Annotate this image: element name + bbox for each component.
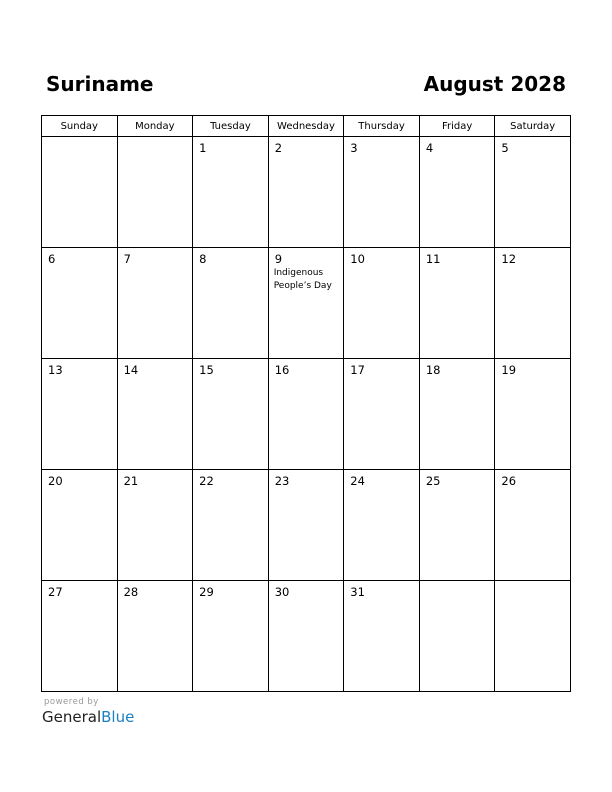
day-cell	[419, 470, 495, 581]
day-number: 15	[199, 363, 214, 377]
day-cell	[268, 581, 344, 692]
day-number: 25	[425, 474, 441, 488]
day-number	[118, 137, 193, 141]
generalblue-logo[interactable]	[42, 708, 134, 726]
day-number: 14	[123, 363, 139, 377]
weekday-tuesday: Tuesday	[193, 116, 269, 137]
day-number: 19	[501, 363, 517, 377]
day-cell	[495, 359, 571, 470]
day-cell	[268, 359, 344, 470]
brand-blue-text: Blue	[101, 708, 135, 726]
day-cell-holiday	[268, 248, 344, 359]
day-number: 16	[274, 363, 290, 377]
day-number: 18	[425, 363, 441, 377]
day-cell	[117, 137, 193, 248]
day-cell	[193, 581, 269, 692]
day-number	[420, 581, 495, 585]
day-cell	[117, 359, 193, 470]
day-cell	[419, 248, 495, 359]
day-number: 17	[350, 363, 365, 377]
holiday-label: Indigenous People’s Day	[273, 268, 332, 291]
day-cell	[344, 359, 420, 470]
day-cell	[344, 248, 420, 359]
week-row-5	[42, 581, 571, 692]
day-number: 29	[199, 585, 214, 599]
weekday-wednesday: Wednesday	[268, 116, 344, 137]
calendar-grid	[41, 115, 571, 692]
day-number: 28	[123, 585, 139, 599]
weekday-thursday: Thursday	[344, 116, 420, 137]
day-cell	[268, 137, 344, 248]
day-number: 27	[48, 585, 63, 599]
day-cell	[193, 137, 269, 248]
day-number: 9	[274, 252, 283, 266]
day-number	[42, 137, 117, 141]
day-cell	[117, 248, 193, 359]
day-number: 24	[350, 474, 365, 488]
day-cell	[419, 137, 495, 248]
day-number: 8	[199, 252, 207, 266]
day-cell	[42, 248, 118, 359]
day-number: 20	[48, 474, 63, 488]
day-number: 26	[501, 474, 517, 488]
day-number: 11	[425, 252, 441, 266]
day-number: 10	[350, 252, 365, 266]
weekday-saturday: Saturday	[495, 116, 571, 137]
day-number: 4	[425, 141, 434, 155]
country-title: Suriname	[46, 72, 154, 96]
day-cell	[268, 470, 344, 581]
day-cell	[419, 581, 495, 692]
week-row-1	[42, 137, 571, 248]
weekday-sunday: Sunday	[42, 116, 118, 137]
day-number: 23	[274, 474, 290, 488]
day-number: 6	[48, 252, 56, 266]
day-cell	[42, 137, 118, 248]
day-number: 1	[199, 141, 207, 155]
day-number: 22	[199, 474, 214, 488]
day-cell	[193, 359, 269, 470]
day-cell	[193, 248, 269, 359]
day-number: 30	[274, 585, 290, 599]
day-number: 31	[350, 585, 365, 599]
day-cell	[344, 470, 420, 581]
day-cell	[42, 581, 118, 692]
brand-general-text: General	[42, 708, 102, 726]
day-number: 13	[48, 363, 63, 377]
day-number	[495, 581, 570, 585]
day-cell	[117, 581, 193, 692]
day-cell	[344, 581, 420, 692]
day-cell	[495, 137, 571, 248]
month-year-title: August 2028	[423, 72, 566, 96]
day-cell	[42, 470, 118, 581]
day-number: 2	[274, 141, 283, 155]
weekday-monday: Monday	[117, 116, 193, 137]
day-cell	[42, 359, 118, 470]
day-cell	[117, 470, 193, 581]
day-number: 12	[501, 252, 517, 266]
day-number: 5	[501, 141, 509, 155]
day-cell	[193, 470, 269, 581]
powered-by-label: powered by	[44, 697, 99, 707]
day-cell	[419, 359, 495, 470]
day-cell	[495, 470, 571, 581]
day-number: 3	[350, 141, 358, 155]
weekday-header-row	[42, 116, 571, 137]
day-number: 7	[123, 252, 131, 266]
day-cell	[495, 248, 571, 359]
week-row-2	[42, 248, 571, 359]
weekday-friday: Friday	[419, 116, 495, 137]
day-number: 21	[123, 474, 139, 488]
day-cell	[495, 581, 571, 692]
week-row-4	[42, 470, 571, 581]
day-cell	[344, 137, 420, 248]
week-row-3	[42, 359, 571, 470]
